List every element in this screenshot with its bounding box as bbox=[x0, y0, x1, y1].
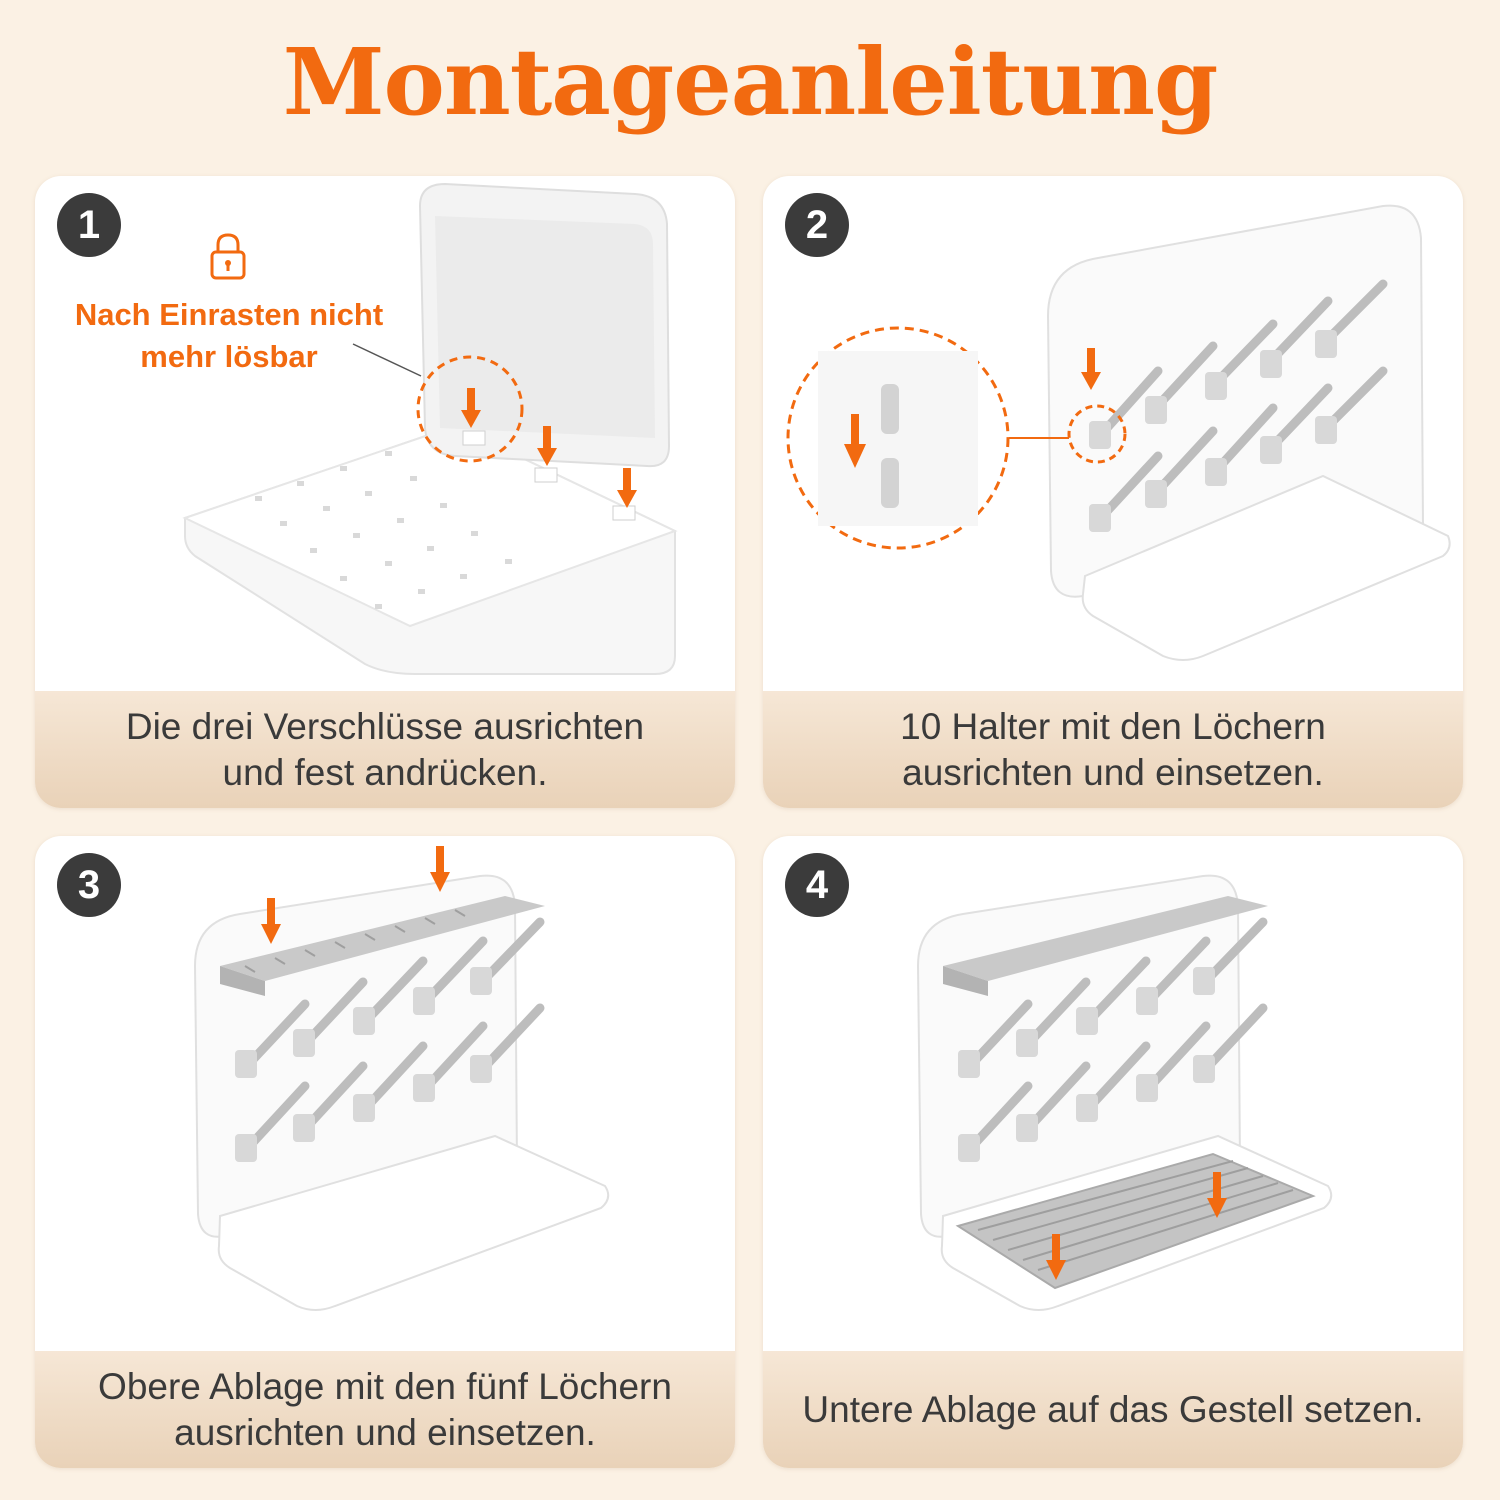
step-4-caption bbox=[763, 1351, 1463, 1468]
caption-line-1: Die drei Verschlüsse ausrichten bbox=[125, 705, 645, 747]
warning-note-line-2: mehr lösbar bbox=[140, 339, 318, 374]
step-1-card bbox=[35, 176, 735, 808]
caption-line-1: Untere Ablage auf das Gestell setzen. bbox=[802, 1388, 1424, 1430]
step-4-card bbox=[763, 836, 1463, 1468]
step-2-caption bbox=[763, 691, 1463, 808]
step-number-badge: 2 bbox=[785, 193, 849, 257]
step-1-caption bbox=[35, 691, 735, 808]
step-1-illustration bbox=[35, 176, 735, 691]
warning-note-line-1: Nach Einrasten nicht bbox=[74, 297, 384, 332]
step-3-illustration bbox=[35, 836, 735, 1351]
caption-line-1: 10 Halter mit den Löchern bbox=[900, 705, 1326, 747]
step-number-badge: 4 bbox=[785, 853, 849, 917]
step-2-illustration bbox=[763, 176, 1463, 691]
step-number-badge: 3 bbox=[57, 853, 121, 917]
warning-note bbox=[43, 294, 415, 378]
step-3-caption bbox=[35, 1351, 735, 1468]
step-number-badge: 1 bbox=[57, 193, 121, 257]
caption-line-2: ausrichten und einsetzen. bbox=[174, 1411, 596, 1453]
caption-line-1: Obere Ablage mit den fünf Löchern bbox=[98, 1365, 672, 1407]
step-2-card bbox=[763, 176, 1463, 808]
step-4-illustration bbox=[763, 836, 1463, 1351]
page-title: Montageanleitung bbox=[282, 28, 1218, 136]
caption-line-2: ausrichten und einsetzen. bbox=[902, 751, 1324, 793]
lock-icon bbox=[208, 232, 248, 282]
step-3-card bbox=[35, 836, 735, 1468]
caption-line-2: und fest andrücken. bbox=[222, 751, 548, 793]
